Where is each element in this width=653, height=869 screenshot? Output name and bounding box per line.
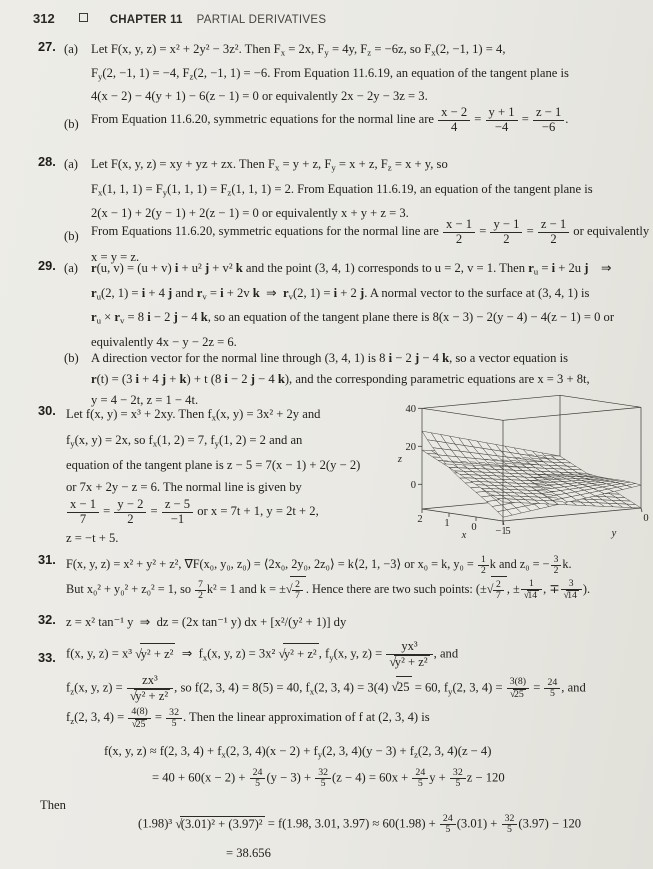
svg-text:5: 5 bbox=[505, 526, 511, 537]
problem-number-32: 32. bbox=[38, 612, 56, 627]
part-label: (a) bbox=[64, 261, 78, 275]
math-line: $F_x(1$, 1, $1) = F_y(1$, 1, $1) = F_z(1$, 1, 1) = 2. From Equation 11.6.19, an equation of the tangent plane is bbox=[91, 181, 593, 198]
svg-text:1: 1 bbox=[444, 518, 450, 529]
svg-text:0: 0 bbox=[643, 513, 649, 524]
problem-number-30: 30. bbox=[38, 403, 56, 418]
page-header bbox=[33, 11, 326, 26]
svg-text:0: 0 bbox=[410, 479, 416, 491]
problem-29-part-a bbox=[64, 258, 614, 353]
math-line: $\frac{x - 1}{7}$ = $\frac{y - 2}{2}$ = $\frac{z - 5}{-1}$ or x = 7t + 1, y = 2t + 2, bbox=[66, 498, 360, 527]
display-equation: = 38.656 bbox=[226, 846, 271, 860]
part-label: (b) bbox=[64, 117, 79, 131]
part-label: (a) bbox=[64, 157, 78, 171]
problem-28-part-a bbox=[64, 154, 593, 224]
surface-plot-figure bbox=[388, 384, 653, 542]
problem-27-part-a bbox=[64, 39, 569, 106]
svg-text:y: y bbox=[611, 528, 617, 539]
math-line: $f_z(2$, 3, 4) = $\frac{4(8)}{√25}$ = $\frac{32}{5}$ . Then the linear approximation of f at (2, 3, 4) is bbox=[66, 706, 430, 730]
math-line: r(u, v) = (u + v) i + u² j + v² k and the point (3, 4, 1) corresponds to u = 2, v = 1. Then $r_u = i + 2u$ j ⇒ bbox=[91, 261, 612, 277]
problem-30 bbox=[66, 403, 360, 549]
problem-number-33: 33. bbox=[38, 650, 56, 665]
math-line: F(x, y, z) = x² + y² + z², ∇F(x₀, y₀, z₀) = ⟨2x₀, 2y₀, 2z₀⟩ = k⟨2, 1, −3⟩ or x₀ = k, y₀ = $\frac{1}{2}$ k and z₀ = − $\frac{3}{2}$ k. bbox=[66, 553, 572, 576]
chapter-label: CHAPTER 11 bbox=[109, 14, 183, 26]
svg-text:2: 2 bbox=[417, 514, 423, 525]
surface-plot bbox=[388, 384, 653, 542]
math-line: equation of the tangent plane is z − 5 = 7(x − 1) + 2(y − 2) bbox=[66, 458, 361, 473]
problem-number-27: 27. bbox=[38, 39, 56, 54]
math-line: Let F(x, y, z) = xy + yz + zx. Then $F_x = y + z$, $F_y = x + z$, $F_z = x + y$, so bbox=[91, 157, 448, 173]
math-line: or 7x + 2y − z = 6. The normal line is given by bbox=[66, 480, 302, 495]
math-line: y = 4 − 2t, z = 1 − 4t. bbox=[91, 393, 199, 407]
math-line: From Equation 11.6.20, symmetric equations for the normal line are $\frac{x - 2}{4}$ = $\frac{y + 1}{-4}$ = $\frac{z - 1}{-6}$ . bbox=[91, 105, 569, 134]
math-line: $f_y(x$, y) = 2x, so $f_x(1$, 2) = 7, $f_y(1$, 2) = 2 and an bbox=[66, 432, 303, 449]
math-line: A direction vector for the normal line through (3, 4, 1) is 8 i − 2 j − 4 k, so a vector equation is bbox=[91, 351, 568, 365]
page-number: 312 bbox=[33, 11, 55, 26]
part-label: (b) bbox=[64, 229, 79, 243]
math-line: Let f(x, y) = x³ + 2xy. Then $f_x(x$, y) = 3x² + 2y and bbox=[66, 407, 321, 423]
math-line: f(x, y, z) = x³ √y² + z² ⇒ $f_x(x$, y, z) = 3x² √y² + z² , $f_y(x$, y, z) = $\frac{\text{yx³}}{\text{√y² + z²}}$ , and bbox=[66, 639, 459, 669]
math-line: r(t) = (3 i + 4 j + k) + t (8 i − 2 j − 4 k), and the corresponding parametric equations are x = 3 + 8t, bbox=[91, 372, 590, 386]
math-line: $r_u(2$, 1) = i + 4 j and $r_v = i + 2v$ k ⇒ $r_v(2$, 1) = i + 2 j. A normal vector to the surface at (3, 4, 1) is bbox=[91, 285, 590, 302]
problem-number-29: 29. bbox=[38, 258, 56, 273]
part-label: (a) bbox=[64, 42, 78, 56]
problem-31 bbox=[66, 552, 590, 601]
problem-33 bbox=[66, 640, 586, 735]
math-line: From Equations 11.6.20, symmetric equations for the normal line are $\frac{x - 1}{2}$ = $\frac{y - 1}{2}$ = $\frac{z - 1}{2}$ or equivalently bbox=[91, 217, 650, 246]
math-line: Let F(x, y, z) = x² + 2y² − 3z². Then $F_x = 2x$, $F_y = 4y$, $F_z = -6z$, so $F_x(2$, −1, 1) = 4, bbox=[91, 42, 506, 58]
svg-text:0: 0 bbox=[471, 522, 477, 533]
display-equation: f(x, y, z) ≈ f(2, 3, $4) + f_x(2$, 3, $4)(x - 2) + f_y(2$, 3, $4)(y - 3) + f_z(2$, 3, 4)(z − 4) bbox=[104, 744, 492, 760]
problem-32 bbox=[66, 612, 346, 632]
part-label: (b) bbox=[64, 351, 79, 365]
math-line: 4(x − 2) − 4(y + 1) − 6(z − 1) = 0 or equivalently 2x − 2y − 3z = 3. bbox=[91, 89, 428, 104]
problem-number-28: 28. bbox=[38, 154, 56, 169]
math-line: $f_z(x$, y, z) = $\frac{\text{zx³}}{\text{√y² + z²}}$ , so f(2, 3, 4) = 8(5) = 40, $f_x(2$, 3, 4) = 3(4) √25 = 60, $f_y(2$, 3, 4) = $\frac{3(8)}{√25}$ = $\frac{24}{5}$ , and bbox=[66, 672, 586, 703]
svg-text:z: z bbox=[397, 454, 402, 465]
svg-text:−1: −1 bbox=[495, 526, 507, 537]
problem-number-31: 31. bbox=[38, 552, 56, 567]
problem-27-part-b bbox=[64, 106, 568, 135]
math-line: $r_u \times r_v = 8$ i − 2 j − 4 k, so an equation of the tangent plane there is 8(x − 3) − 2(y − 4) − 4(z − 1) = 0 or bbox=[91, 310, 615, 326]
text-line: Then bbox=[40, 798, 66, 812]
math-line: equivalently 4x − y − 2z = 6. bbox=[91, 334, 237, 349]
math-line: z = x² tan⁻¹ y ⇒ dz = (2x tan⁻¹ y) dx + [x²/(y² + 1)] dy bbox=[66, 615, 347, 629]
section-title: PARTIAL DERIVATIVES bbox=[196, 14, 327, 26]
square-icon bbox=[79, 13, 88, 22]
svg-text:40: 40 bbox=[405, 403, 416, 415]
svg-text:x: x bbox=[461, 530, 467, 541]
display-equation: (1.98)³ √(3.01)² + (3.97)² = f(1.98, 3.01, 3.97) ≈ 60(1.98) + $\frac{24}{5}$ (3.01) + $\frac{32}{5}$ (3.97) − 120 bbox=[138, 813, 582, 836]
display-equation: = 40 + 60(x − 2) + $\frac{24}{5}$ (y − 3) + $\frac{32}{5}$ (z − 4) = 60x + $\frac{24}{5}$ y + $\frac{32}{5}$ z − 120 bbox=[152, 767, 505, 790]
svg-text:20: 20 bbox=[405, 441, 416, 453]
math-line: But x₀² + y₀² + z₀² = 1, so $\frac{7}{2}$ k² = 1 and k = ±√ $\frac{2}{7}$ . Hence there are two such points: (±√ $\frac{2}{7}$ , ± $\frac{1}{√14}$ , ∓ $\frac{3}{√14}$ ). bbox=[66, 576, 590, 601]
math-line: 2(x − 1) + 2(y − 1) + 2(z − 1) = 0 or equivalently x + y + z = 3. bbox=[91, 206, 409, 221]
math-line: x = y = z. bbox=[91, 249, 140, 264]
math-line: $F_y(2$, −1, 1) = −4, $F_z(2$, −1, 1) = −6. From Equation 11.6.19, an equation of the tangent plane is bbox=[91, 65, 569, 82]
math-line: z = −t + 5. bbox=[66, 530, 119, 545]
